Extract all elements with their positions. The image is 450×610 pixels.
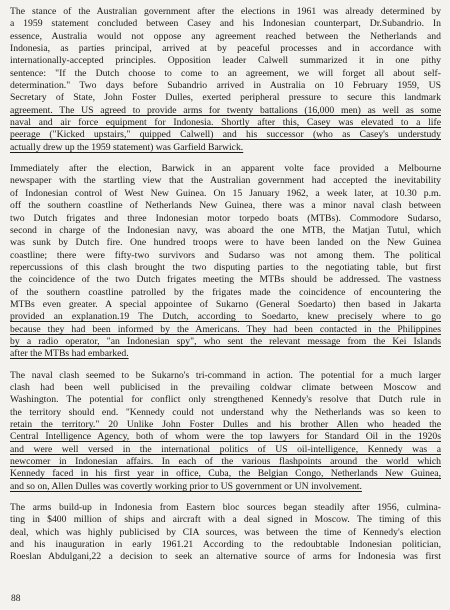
underlined-text-line: because they had been informed by the Americans. They had been contacted in the Philippines (10, 323, 441, 335)
text-line: essence, Australia would not oppose any agreement reached between the Netherlands and (10, 30, 441, 42)
text-line: a 1959 statement concluded between Casey and his Indonesian counterpart, Dr.Subandrio. In (10, 18, 441, 30)
paragraph-4 (10, 502, 441, 564)
underlined-text-line: naval and air force equipment for Indonesia. Shortly after this, Casey was elevated to a life (10, 117, 441, 129)
text-line: repercussions of this clash brought the two disputing parties to the negotiating table, but first (10, 261, 441, 273)
underlined-text-line: actually drew up the 1959 statement) was Garfield Barwick. (10, 141, 244, 153)
text-line: Secretary of State, John Foster Dulles, exerted peripheral pressure to secure this landmark (10, 92, 441, 104)
underlined-text-line: peerage ("Kicked upstairs," quipped Calwell) and his successor (who as Casey's understudy (10, 129, 441, 141)
underlined-text-line: and were well versed in the international politics of US oil-intelligence, Kennedy was a (10, 443, 441, 455)
paragraph-3 (10, 370, 441, 493)
text-line: Immediately after the election, Barwick in an apparent volte face provided a Melbourne (10, 163, 441, 175)
underlined-text-line: Kennedy faced in his first year in office, Cuba, the Belgian Congo, Netherlands New Guinea, (10, 468, 441, 480)
underlined-text-line: agreement. The US agreed to provide arms for twenty battalions (16,000 men) as well as some (10, 104, 441, 116)
text-line: Roeslan Abdulgani,22 a decision to seek an alternative source of arms for Indonesia was first (10, 551, 441, 563)
text-line: coastline; there were fifty-two survivors and Sudarso was not among them. The political (10, 249, 441, 261)
underlined-text-line: newcomer in Indonesian affairs. In each of the various flashpoints around the world which (10, 456, 441, 468)
text-line: two Dutch frigates and three Indonesian motor torpedo boats (MTBs). Commodore Sudarso, (10, 212, 441, 224)
text-line: Washington. The potential for conflict only strengthened Kennedy's resolve that Dutch rule in (10, 394, 441, 406)
text-line: second in charge of the Indonesian navy, was aboard the one MTB, the Matjan Tutul, which (10, 224, 441, 236)
underlined-text-line: retain the territory." 20 Unlike John Foster Dulles and his brother Allen who headed the (10, 419, 441, 430)
text-line: newspaper with the startling view that the Australian government had accepted the inevitability (10, 175, 441, 187)
text-line: The naval clash seemed to be Sukarno's tri-command in action. The potential for a much larger (10, 369, 441, 381)
underlined-text-line: and so on, Allen Dulles was covertly working prior to US government or UN involvement. (10, 480, 362, 492)
text-line: The stance of the Australian government after the elections in 1961 was already determined by (10, 6, 441, 17)
text-line: the coincidence of the two Dutch frigates meeting the MTBs should be addressed. The vastness (10, 274, 441, 286)
text-line: the territory should end. "Kennedy could not understand why the Netherlands was so keen to (10, 406, 441, 418)
underlined-text-line: by a radio operator, "an Indonesian spy", who sent the relevant message from the Kei Islands (10, 335, 441, 347)
text-line: was sunk by Dutch fire. One hundred troops were to have been landed on the New Guinea (10, 237, 441, 249)
text-line: off the southern coastline of Netherlands New Guinea, there was a minor naval clash between (10, 200, 441, 212)
text-line: MTBs even greater. A special appointee of Sukarno (General Soedarto) then based in Jakarta (10, 298, 441, 310)
underlined-text-line: provided an explanation.19 The Dutch, according to Soedarto, knew precisely where to go (10, 311, 441, 323)
text-line: sentence: "If the Dutch choose to come to an agreement, we will forget all about self- (10, 67, 441, 79)
text-line: and his inauguration in early 1961.21 According to the redoubtable Indonesian politician, (10, 539, 441, 551)
underlined-text-line: Central Intelligence Agency, both of whom were the top lawyers for Standard Oil in the 1920s (10, 431, 441, 443)
text-line: deal, which was highly publicised by CIA sources, was between the time of Kennedy's election (10, 526, 441, 538)
text-line: of the southern coastline patrolled by the frigates made the coincidence of encountering the (10, 286, 441, 298)
text-line: clash had been well publicised in the prevailing coldwar climate between Moscow and (10, 381, 441, 393)
text-line: determination." Two days before Subandrio arrived in Australia on 10 February 1959, US (10, 80, 441, 92)
page-number: 88 (11, 594, 21, 604)
paragraph-1 (10, 6, 441, 154)
underlined-text-line: after the MTBs had embarked. (10, 348, 129, 360)
text-line: Indonesia, as parties principal, arrived at by peaceful processes and in accordance with (10, 43, 441, 55)
text-line: internationally-accepted principles. Opposition leader Calwell summarized it in one pithy (10, 55, 441, 67)
paragraph-2 (10, 163, 441, 361)
text-line: of Indonesian control of West New Guinea. On 15 January 1962, a week later, at 10.30 p.m. (10, 187, 441, 199)
text-line: ting in $400 million of ships and aircraft with a deal signed in Moscow. The timing of this (10, 514, 441, 526)
text-line: The arms build-up in Indonesia from Eastern bloc sources began steadily after 1956, culmina- (10, 502, 441, 514)
